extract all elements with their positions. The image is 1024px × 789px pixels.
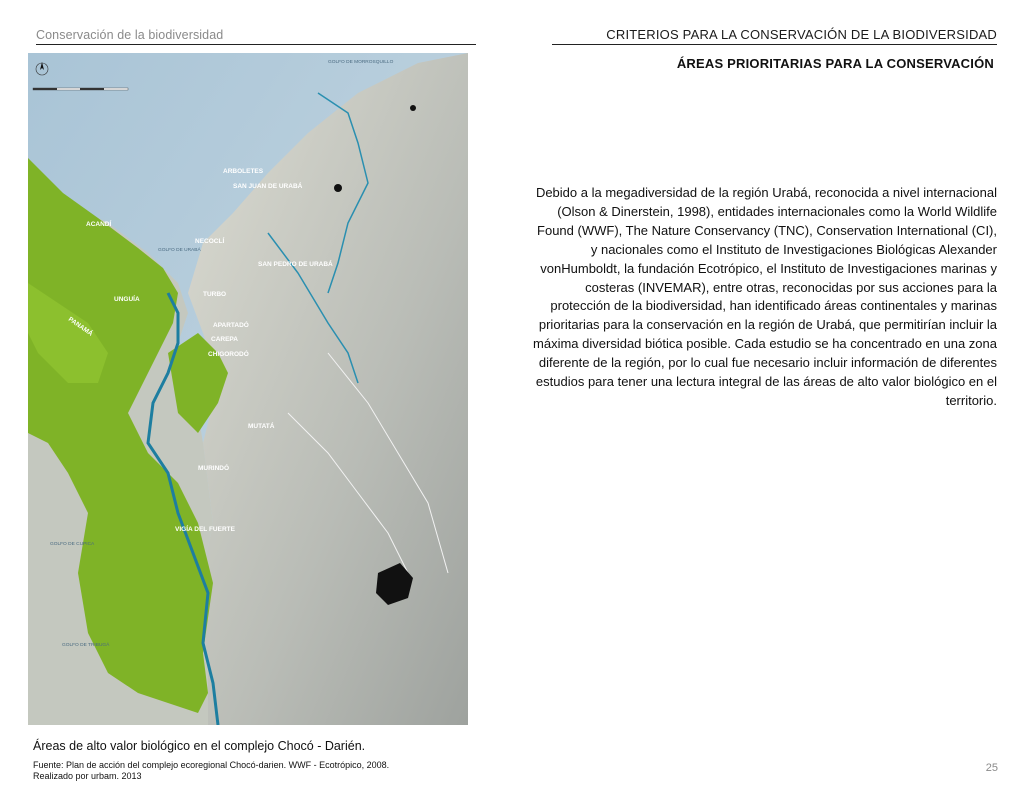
label-vigia: VIGÍA DEL FUERTE [175,526,235,533]
label-golfo-cupica: GOLFO DE CUPICA [50,542,95,547]
map-caption: Áreas de alto valor biológico en el complejo Chocó - Darién. [33,739,366,753]
label-arboletes: ARBOLETES [223,168,264,175]
map-graphic [28,53,468,725]
scale-bar [33,88,128,90]
label-san-juan: SAN JUAN DE URABÁ [233,183,303,190]
label-apartado: APARTADÓ [213,322,249,329]
map-image [28,53,468,725]
label-turbo: TURBO [203,291,227,298]
source-note [33,760,389,782]
label-panama: PANAMÁ [66,315,94,338]
right-running-header [552,26,997,45]
label-unguia: UNGUÍA [114,296,140,303]
label-san-pedro: SAN PEDRO DE URABÁ [258,261,333,268]
label-golfo-uraba: GOLFO DE URABÁ [158,248,201,253]
urban-area-northeast [410,105,416,111]
label-golfo-morrosquillo: GOLFO DE MORROSQUILLO [328,60,394,65]
label-mutata: MUTATÁ [248,423,275,430]
label-golfo-tribuga: GOLFO DE TRIBUGÁ [62,643,110,648]
source-line: Fuente: Plan de acción del complejo ecoregional Chocó-darien. WWF - Ecotrópico, 2008. [33,760,390,770]
credit-line: Realizado por urbam. 2013 [33,771,142,781]
body-paragraph: Debido a la megadiversidad de la región Urabá, reconocida a nivel internacional (Olson & Dinerstein, 1998), entidades internacionales como la World Wildlife Found (WWF), The Nature Conservancy (TNC), Conservation International (CI), y nacionales como el Instituto de Investigaciones Biológicas Alexander vonHumboldt, la fundación Ecotrópico, el Instituto de Investigaciones marinas y costeras (INVEMAR), entre otras, reconocidas por sus acciones para la protección de la biodiversidad, han identificado áreas continentales y marinas prioritarias para la conservación en la región de Urabá, que permitirían incluir la máxima diversidad biótica posible. Cada estudio se ha concentrado en una zona diferente de la región, por lo cual fue necesario incluir información de diferentes estudios para tener una lectura integral de las áreas de alto valor biológico en el territorio. [533,185,997,408]
label-necocli: NECOCLÍ [195,238,225,245]
right-header-title: CRITERIOS PARA LA CONSERVACIÓN DE LA BIODIVERSIDAD [606,27,997,42]
section-title: ÁREAS PRIORITARIAS PARA LA CONSERVACIÓN [676,56,994,71]
left-header-title: Conservación de la biodiversidad [36,28,224,42]
page-number: 25 [985,762,998,774]
label-carepa: CAREPA [211,336,238,343]
label-chigorodo: CHIGORODÓ [208,351,249,358]
urban-area-north [334,184,342,192]
left-running-header [36,26,476,45]
label-murindo: MURINDÓ [198,465,230,472]
label-acandi: ACANDÍ [86,221,112,228]
